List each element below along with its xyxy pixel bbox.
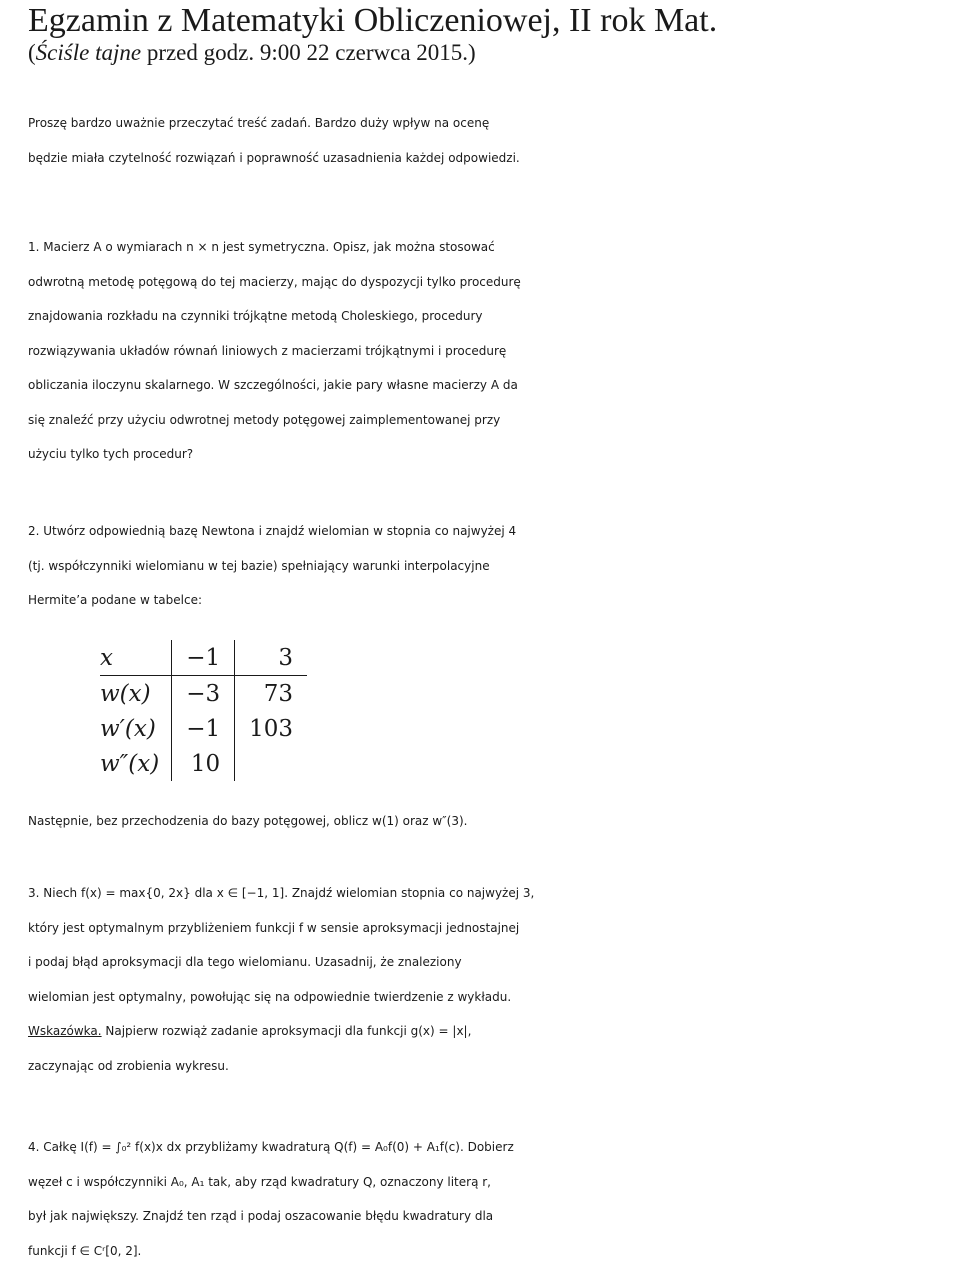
- subtitle-rest: przed godz. 9:00 22 czerwca 2015.): [141, 40, 476, 65]
- problem-1: [28, 230, 958, 472]
- problem-4-line: węzeł c i współczynniki A₀, A₁ tak, aby rząd kwadratury Q, oznaczony literą r,: [28, 1174, 491, 1189]
- problem-2: [28, 514, 958, 618]
- problem-2-line: Hermite’a podane w tabelce:: [28, 593, 202, 607]
- intro-line: będzie miała czytelność rozwiązań i poprawność uzasadnienia każdej odpowiedzi.: [28, 150, 520, 165]
- cell: 10: [172, 746, 235, 781]
- problem-4-line: był jak największy. Znajdź ten rząd i podaj oszacowanie błędu kwadratury dla: [28, 1209, 494, 1223]
- row-label: w″(x): [100, 746, 172, 781]
- hermite-table: [100, 640, 307, 781]
- problem-1-line: obliczania iloczynu skalarnego. W szczególności, jakie pary własne macierzy A da: [28, 378, 518, 392]
- row-label: x: [100, 640, 172, 676]
- problem-1-line: znajdowania rozkładu na czynniki trójkątne metodą Choleskiego, procedury: [28, 309, 483, 323]
- hint-line: [28, 1014, 958, 1049]
- table-row: [100, 640, 307, 676]
- cell: [235, 746, 307, 781]
- table-row: [100, 746, 307, 781]
- cell: 73: [263, 680, 294, 707]
- problem-3-line: 3. Niech f(x) = max{0, 2x} dla x ∈ [−1, 1]. Znajdź wielomian stopnia co najwyżej 3,: [28, 886, 535, 900]
- problem-1-line: odwrotną metodę potęgową do tej macierzy, mając do dyspozycji tylko procedurę: [28, 274, 521, 289]
- table-row: [100, 711, 307, 746]
- problem-3-line: wielomian jest optymalny, powołując się na odpowiednie twierdzenie z wykładu.: [28, 989, 512, 1004]
- problem-2-followup: [28, 804, 958, 839]
- problem-4: [28, 1130, 958, 1268]
- problem-4-line: 4. Całkę I(f) = ∫₀² f(x)x dx przybliżamy kwadraturą Q(f) = A₀f(0) + A₁f(c). Dobierz: [28, 1140, 514, 1154]
- followup-line: Następnie, bez przechodzenia do bazy potęgowej, oblicz w(1) oraz w″(3).: [28, 814, 468, 828]
- cell: −3: [172, 676, 235, 712]
- problem-3-line: który jest optymalnym przybliżeniem funkcji f w sensie aproksymacji jednostajnej: [28, 920, 520, 935]
- subtitle-italic: Ściśle tajne: [35, 40, 142, 65]
- problem-3-line: i podaj błąd aproksymacji dla tego wielomianu. Uzasadnij, że znaleziony: [28, 955, 462, 969]
- problem-1-line: rozwiązywania układów równań liniowych z macierzami trójkątnymi i procedurę: [28, 343, 507, 358]
- hint-label: Wskazówka.: [28, 1024, 102, 1038]
- exam-subtitle: [28, 38, 476, 68]
- row-label: w′(x): [100, 711, 172, 746]
- intro-paragraph: [28, 106, 958, 175]
- cell: −1: [172, 711, 235, 746]
- hint-text: Najpierw rozwiąż zadanie aproksymacji dla funkcji g(x) = |x|,: [101, 1024, 472, 1038]
- hint-line-2: zaczynając od zrobienia wykresu.: [28, 1058, 229, 1073]
- problem-1-line: użyciu tylko tych procedur?: [28, 447, 194, 461]
- problem-3: [28, 876, 958, 1083]
- cell: 103: [249, 715, 294, 742]
- table-row: [100, 676, 307, 712]
- problem-1-line: 1. Macierz A o wymiarach n × n jest symetryczna. Opisz, jak można stosować: [28, 240, 495, 254]
- cell: 3: [235, 640, 307, 676]
- problem-1-line: się znaleźć przy użyciu odwrotnej metody potęgowej zaimplementowanej przy: [28, 412, 501, 427]
- intro-line: Proszę bardzo uważnie przeczytać treść zadań. Bardzo duży wpływ na ocenę: [28, 116, 490, 130]
- problem-4-line: funkcji f ∈ Cʳ[0, 2].: [28, 1243, 142, 1258]
- exam-title: Egzamin z Matematyki Obliczeniowej, II rok Mat.: [28, 2, 718, 39]
- problem-2-line: (tj. współczynniki wielomianu w tej bazie) spełniający warunki interpolacyjne: [28, 558, 490, 573]
- cell: −1: [172, 640, 235, 676]
- subtitle-prefix: (: [28, 40, 36, 65]
- row-label: w(x): [100, 676, 172, 712]
- problem-2-line: 2. Utwórz odpowiednią bazę Newtona i znajdź wielomian w stopnia co najwyżej 4: [28, 524, 517, 538]
